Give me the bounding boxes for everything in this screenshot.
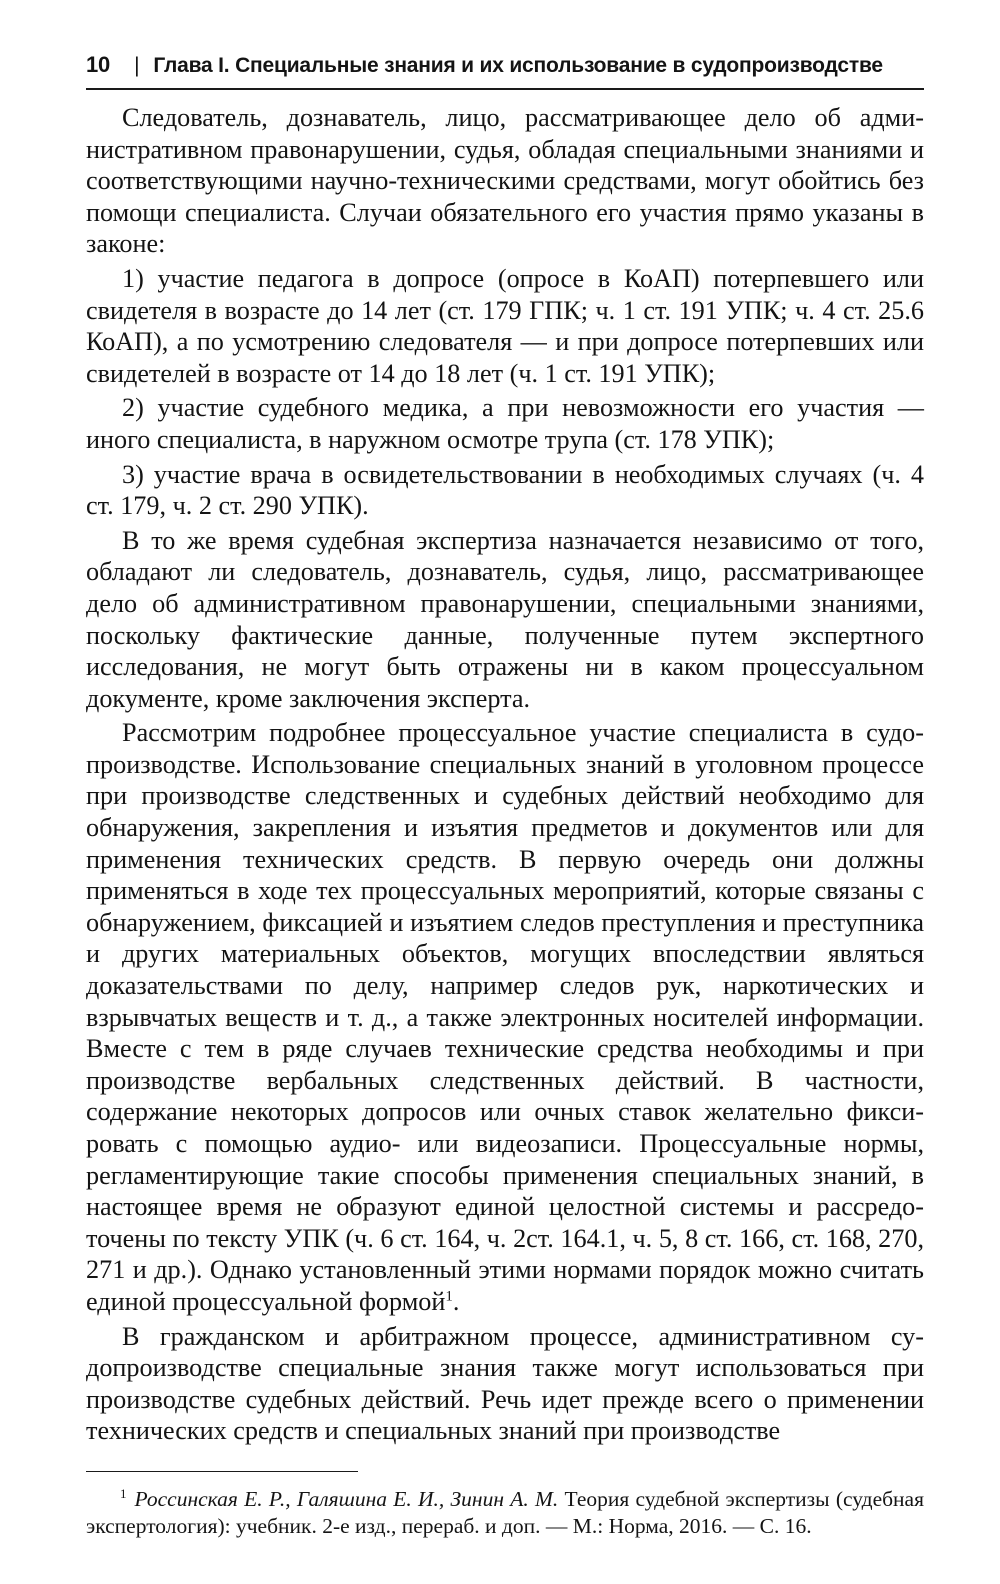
list-item: 1) участие педагога в допросе (опросе в КоАП) потерпевшего или свидетеля в возрасте до 14 лет (ст. 179 ГПК; ч. 1 ст. 191 УПК; ч. 4 ст. 25.6 КоАП), а по усмотрению следователя — и при допросе потерпевших или свидетелей в возрасте от 14 до 18 лет (ч. 1 ст. 191 УПК); xyxy=(86,263,924,388)
footnote xyxy=(86,1480,924,1540)
paragraph-end: . xyxy=(452,1286,460,1316)
page-number: 10 xyxy=(86,52,111,77)
body-text xyxy=(86,102,924,1447)
paragraph-with-footnote xyxy=(86,717,924,1317)
paragraph: Следователь, дознаватель, лицо, рассматривающее дело об административном правонарушении, судья, обладая специальными знаниями и соответствующими научно-техническими средствами, могут обойтись без помощи специалиста. Случаи обязательного его участия прямо указаны в законе: xyxy=(86,103,924,259)
paragraph-text: Рассмотрим подробнее процессуальное участие специалиста в судопроизводстве. Использование специальных знаний в уголовном процессе при производстве следственных и судебных действий необходимо для обнаружения, закрепления и изъятия предметов и документов или для применения технических средств. В первую очередь они должны применяться в ходе тех процессуальных мероприятий, которые связаны с обнаружением, фиксацией и изъятием следов преступления и преступника и других материальных объектов, могущих впоследствии являться доказательствами по делу, например следов рук, наркотических и взрывчатых веществ и т. д., а также электронных носителей информации. Вместе с тем в ряде случаев технические средства необходимы и при производстве вербальных следственных действий. В частности, содержание некоторых допросов или очных ставок желательно фиксировать с помощью аудио- или видеозаписи. Процессуальные нормы, регламентирующие такие способы применения специальных знаний, в настоящее время не образуют единой целостной системы и рассредоточены по тексту УПК (ч. 6 ст. 164, ч. 2ст. 164.1, ч. 5, 8 ст. 166, ст. 168, 270, 271 и др.). Однако установленный этими нормами порядок можно считать единой процессуальной формой xyxy=(86,718,924,1316)
header-separator: | xyxy=(134,54,140,77)
chapter-title: Глава I. Специальные знания и их использование в судопроизводстве xyxy=(153,54,883,77)
list-item: 3) участие врача в освидетельствовании в необходимых случаях (ч. 4 ст. 179, ч. 2 ст. 290 УПК). xyxy=(86,459,924,521)
paragraph: В то же время судебная экспертиза назначается независимо от того, обладают ли следователь, дознаватель, судья, лицо, рассматривающее дело об административном правонарушении, специальными знаниями, поскольку фактические данные, полученные путем экспертного исследования, не могут быть отражены ни в каком процессуальном документе, кроме заключения эксперта. xyxy=(86,525,924,713)
footnote-reference[interactable]: 1 xyxy=(445,1288,453,1305)
running-header xyxy=(86,52,924,90)
footnote-marker: 1 xyxy=(120,1486,127,1501)
footnote-divider xyxy=(86,1471,358,1472)
paragraph: В гражданском и арбитражном процессе, административном судопроизводстве специальные знания также могут использоваться при производстве судебных действий. Речь идет прежде всего о применении технических средств и специальных знаний при производстве xyxy=(86,1321,924,1446)
footnote-authors: Россинская Е. Р., Галяшина Е. И., Зинин А. М. xyxy=(134,1487,559,1512)
list-item: 2) участие судебного медика, а при невозможности его участия — иного специалиста, в наружном осмотре трупа (ст. 178 УПК); xyxy=(86,393,924,454)
page xyxy=(86,52,924,1450)
footnote-text: Теория судебной экспертизы (судебная экспертология): учебник. 2-е изд., перераб. и доп. — М.: Норма, 2016. — С. 16. xyxy=(86,1487,924,1539)
